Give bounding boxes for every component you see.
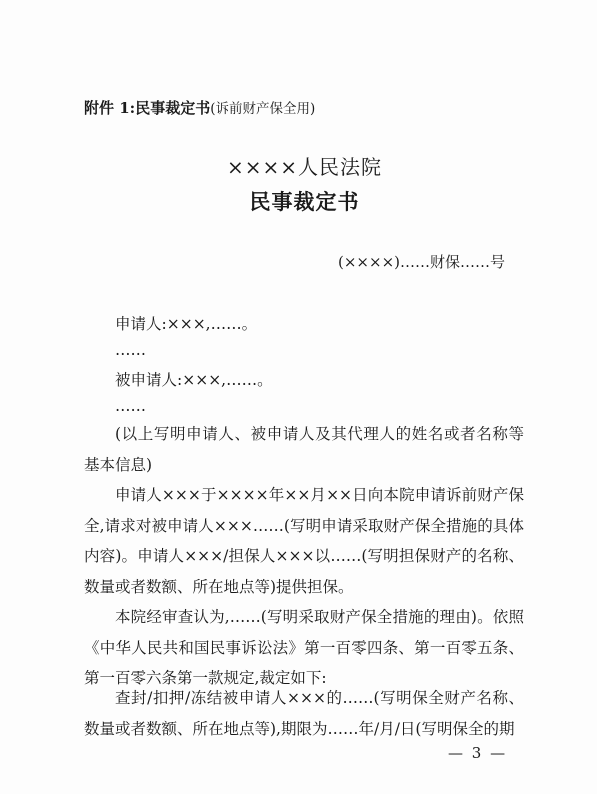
document-title: 民事裁定书 [249,189,360,214]
basic-info-note: (以上写明申请人、被申请人及其代理人的姓名或者名称等基本信息) [84,425,524,474]
page-number: — 3 — [448,744,508,762]
respondent-ellipsis: …… [115,397,146,415]
court-name: ××××人民法院 [226,155,383,179]
annex-label: 附件 1: [84,99,136,117]
respondent-line: 被申请人:×××,……。 [115,371,273,389]
case-number: (××××)……财保……号 [338,253,505,271]
annex-note: (诉前财产保全用) [210,101,316,117]
applicant-ellipsis: …… [115,341,146,359]
annex-title: 民事裁定书 [135,99,211,117]
paragraph-ruling: 查封/扣押/冻结被申请人×××的……(写明保全财产名称、数量或者数额、所在地点等),期限为……年/月/日(写明保全的期 [84,689,524,738]
annex-heading [84,97,315,118]
paragraph-reasoning: 本院经审查认为,……(写明采取财产保全措施的理由)。依照《中华人民共和国民事诉讼法》第一百零四条、第一百零五条、第一百零六条第一款规定,裁定如下: [84,608,524,687]
applicant-line: 申请人:×××,……。 [115,315,258,333]
paragraph-application: 申请人×××于××××年××月××日向本院申请诉前财产保全,请求对被申请人×××……(写明申请采取财产保全措施的具体内容)。申请人×××/担保人×××以……(写明担保财产的名称、数量或者数额、所在地点等)提供担保。 [84,486,524,596]
